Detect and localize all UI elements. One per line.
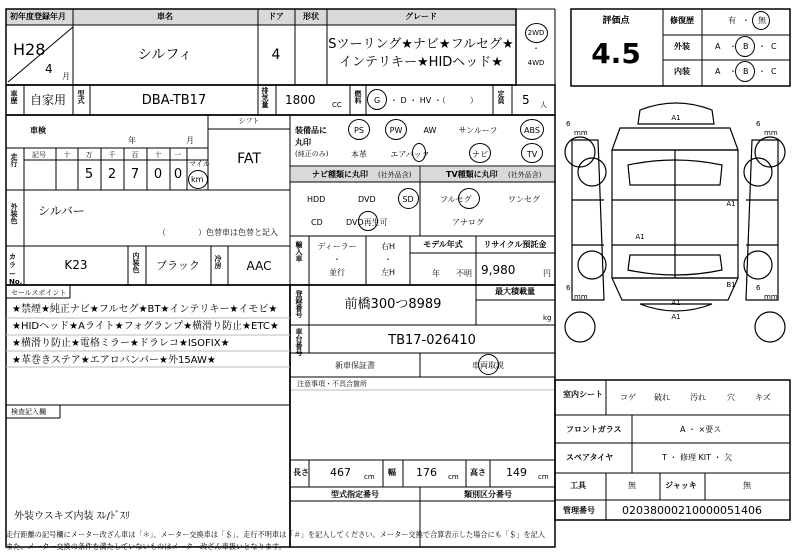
diagram-label-right: A1	[726, 200, 736, 208]
registration-label: 登録番号	[295, 290, 303, 318]
equip-aw: AW	[423, 126, 437, 135]
equip-airbag: エアバック	[390, 150, 430, 159]
grade-label: グレード	[405, 12, 437, 21]
digit-header-4: 百	[131, 151, 139, 159]
drive-dot: ・	[532, 44, 540, 53]
capacity-label: 定員	[497, 90, 505, 104]
equip-tv-circle	[521, 143, 543, 163]
import-dealer: ディーラー	[317, 242, 357, 251]
colorno-label: カラーNo.	[9, 253, 23, 287]
displacement-unit: CC	[332, 101, 342, 109]
equip-pw: PW	[389, 126, 403, 135]
inspector-label: 検査記入欄	[11, 408, 46, 416]
sales-points-label: セールスポイント	[11, 289, 67, 297]
diagram-label-rear: A1	[671, 299, 681, 307]
navi-cd: CD	[311, 218, 323, 227]
max-load-label: 最大積載量	[495, 287, 535, 296]
score-value: 4.5	[591, 37, 641, 70]
import-left-h: 左H	[380, 268, 396, 277]
color-value: シルバー	[38, 204, 85, 218]
recycle-value: 9,980	[481, 263, 516, 277]
tire-fr-unit: mm	[764, 129, 778, 137]
diagram-label-front: A1	[671, 114, 681, 122]
seat-opt-koge: コゲ	[620, 393, 636, 402]
recycle-unit: 円	[543, 269, 551, 278]
first-reg-month: 4	[45, 62, 53, 76]
shift-label: シフト	[238, 117, 260, 125]
equip-pw-circle	[385, 119, 407, 140]
car-name-label: 車名	[157, 12, 173, 21]
exterior-label: 外装	[674, 42, 690, 51]
import-parallel: 並行	[329, 268, 345, 277]
equip-leather: 本革	[351, 150, 367, 159]
tv-fullseg-circle	[458, 188, 480, 209]
navi-sd: SD	[402, 195, 414, 204]
length-label: 長さ	[293, 468, 309, 477]
interior-a: A	[715, 67, 721, 76]
seat-opt-kizu: キズ	[755, 393, 771, 402]
chassis-value: TB17-026410	[388, 333, 476, 348]
inspector-text: 外装ウスキズ内装 ｽﾚ/ﾄﾞｽﾘ	[14, 511, 131, 522]
ac-label: 冷房	[214, 255, 222, 269]
navi-dvd: DVD	[358, 195, 376, 204]
tv-types-sub: (社外品含)	[508, 171, 542, 179]
interior-c: C	[771, 67, 777, 76]
inspection-label: 車検	[30, 126, 46, 135]
model-year-unit: 年	[432, 269, 440, 278]
interior-b: B	[743, 67, 749, 76]
model-value: DBA-TB17	[141, 93, 207, 108]
footer-line-2: また、メーター交換の条件を満たしていないものはメーター改ざん車扱いとなります。	[6, 542, 286, 551]
caution-label: 注意事項・不具合箇所	[297, 380, 367, 388]
interior-seat-label: 室内シート	[563, 390, 603, 399]
manual-circle	[478, 354, 499, 375]
interior-color-value: ブラック	[156, 259, 200, 272]
first-reg-era: H28	[13, 40, 46, 59]
km-circle	[188, 170, 208, 189]
tire-fr-value: 6	[756, 120, 761, 128]
length-unit: cm	[364, 473, 375, 481]
windshield-label: フロントガラス	[566, 425, 622, 434]
equip-abs: ABS	[524, 126, 540, 135]
equip-airbag-circle	[412, 143, 426, 162]
diagram-label-bumper: A1	[671, 313, 681, 321]
import-dot2: ・	[384, 255, 392, 264]
drive-2wd: 2WD	[527, 29, 545, 37]
fuel-label: 燃料	[354, 90, 362, 104]
exterior-b-circle	[735, 36, 755, 57]
registration-value: 前橋300つ8989	[344, 297, 442, 312]
spare-value: T ・ 修理 KIT ・ 欠	[662, 453, 733, 462]
chassis-label: 車台番号	[295, 328, 303, 356]
manual-label: 車両取説	[472, 361, 504, 370]
import-right-h: 右H	[380, 242, 396, 251]
interior-b-circle	[735, 61, 755, 82]
fuel-g-circle	[367, 89, 387, 110]
grade-line-1: Sツーリング★ナビ★フルセグ★	[328, 37, 514, 52]
color-label: 外装色	[10, 203, 18, 224]
km-label: km	[191, 175, 204, 184]
class-label: 類別区分番号	[464, 490, 512, 499]
ac-value: AAC	[246, 259, 272, 273]
shape-label: 形状	[303, 12, 319, 21]
repaint-note: （ ）色替車は色替と記入	[158, 228, 278, 237]
fuel-options: ・ D ・ HV ・（ ）	[390, 96, 478, 105]
interior-color-label: 内装色	[132, 252, 140, 273]
digit-header-5: 十	[154, 151, 162, 159]
sales-line-2: ★HIDヘッド★Aライト★フォグランプ★横滑り防止★ETC★	[12, 321, 279, 332]
max-load-unit: kg	[543, 314, 552, 322]
jack-label: ジャッキ	[665, 481, 697, 490]
model-label: 型式	[77, 90, 85, 104]
tire-rr-unit: mm	[764, 293, 778, 301]
repair-no-circle	[752, 11, 770, 30]
equip-ps: PS	[354, 126, 364, 135]
recycle-label: リサイクル預託金	[483, 240, 547, 249]
displacement-label: 排気量	[261, 87, 269, 108]
tools-value: 無	[628, 481, 636, 490]
tv-types-title: TV種類に丸印	[446, 170, 498, 179]
navi-types-title: ナビ種類に丸印	[312, 170, 368, 179]
exterior-sep2: ・	[758, 42, 766, 51]
shift-value: FAT	[237, 151, 261, 167]
mileage-digit-6: 0	[173, 167, 183, 182]
colorno-value: K23	[64, 258, 88, 272]
interior-sep1: ・	[729, 67, 737, 76]
import-dot1: ・	[333, 255, 341, 264]
seat-opt-yogore: 汚れ	[690, 393, 706, 402]
tv-analog: アナログ	[452, 218, 484, 227]
navi-types-sub: (社外品含)	[378, 171, 412, 179]
mgmt-label: 管理番号	[563, 506, 595, 515]
seat-opt-yabure: 破れ	[654, 393, 670, 402]
equip-navi: ナビ	[472, 150, 488, 159]
navi-dvd-play: DVD再生可	[346, 218, 388, 227]
spare-label: スペアタイヤ	[566, 453, 614, 462]
mgmt-value: 02038000210000051406	[622, 504, 762, 517]
doors-value: 4	[271, 47, 281, 63]
model-year-value: 不明	[456, 269, 472, 278]
diagram-label-b1: B1	[726, 281, 736, 289]
equip-tv: TV	[526, 150, 538, 159]
footer-line-1: 走行距離の記号欄にメーター改ざん車は「＊」、メーター交換車は「＄」、走行不明車は「＃」を記入してください。メーター交換で合算表示した場合にも「＄」を記入	[6, 530, 546, 539]
repair-no: 無	[758, 16, 766, 25]
type-spec-label: 型式指定番号	[331, 490, 379, 499]
tire-rr-value: 6	[756, 284, 761, 292]
mileage-label: 走行	[10, 153, 18, 167]
equip-navi-circle	[469, 143, 491, 163]
repair-yes: 有	[728, 16, 736, 25]
mileage-digit-3: 2	[107, 167, 117, 182]
length-value: 467	[330, 466, 351, 479]
tire-fl-unit: mm	[574, 129, 588, 137]
sales-line-3: ★横滑り防止★電格ミラー★ドラレコ★ISOFIX★	[12, 338, 230, 349]
equip-ps-circle	[348, 119, 370, 140]
car-name-value: シルフィ	[137, 47, 193, 63]
seat-opt-ana: 穴	[727, 393, 735, 402]
repair-sep: ・	[742, 16, 750, 25]
equip-abs-circle	[520, 119, 544, 140]
mileage-sub: 記号	[32, 151, 46, 159]
height-unit: cm	[538, 473, 549, 481]
door-label: ドア	[268, 12, 284, 21]
fuel-g: G	[374, 96, 381, 105]
mile-label: マイル	[189, 160, 210, 168]
tools-label: 工具	[570, 481, 586, 490]
windshield-value: A ・ ×要ス	[680, 425, 722, 434]
navi-hdd: HDD	[307, 195, 326, 204]
equipment-label-1: 装備品に	[295, 126, 327, 135]
mileage-digit-5: 0	[153, 167, 163, 182]
repair-label: 修復歴	[670, 16, 694, 25]
grade-line-2: インテリキー★HIDヘッド★	[339, 55, 503, 70]
capacity-unit: 人	[540, 101, 547, 109]
score-label: 評価点	[602, 16, 630, 26]
digit-header-3: 千	[108, 151, 116, 159]
interior-sep2: ・	[758, 67, 766, 76]
use-label: 車歴	[10, 90, 18, 104]
width-label: 幅	[388, 468, 396, 477]
digit-header-1: 十	[63, 151, 71, 159]
digit-header-2: 万	[85, 151, 93, 159]
tv-fullseg: フルセグ	[440, 195, 472, 204]
inspection-year-unit: 年	[128, 136, 136, 145]
displacement-value: 1800	[285, 93, 316, 107]
model-year-label: モデル年式	[423, 240, 463, 249]
exterior-c: C	[771, 42, 777, 51]
interior-label: 内装	[674, 67, 690, 76]
first-reg-month-unit: 月	[62, 72, 70, 81]
exterior-b: B	[743, 42, 749, 51]
tire-fl-value: 6	[566, 120, 571, 128]
navi-dvd-play-circle	[358, 211, 378, 231]
equipment-label-3: (純正のみ)	[295, 150, 329, 158]
navi-sd-circle	[398, 188, 419, 209]
width-unit: cm	[448, 473, 459, 481]
diagram-label-left: A1	[635, 233, 645, 241]
tire-rl-unit: mm	[574, 293, 588, 301]
import-label: 輸入車	[295, 241, 303, 262]
inspection-month-unit: 月	[186, 136, 194, 145]
mileage-digit-2: 5	[84, 167, 94, 182]
height-value: 149	[506, 466, 527, 479]
equip-sunroof: サンルーフ	[458, 126, 498, 135]
sales-line-4: ★革巻きステア★エアロバンパー★外15AW★	[12, 355, 216, 366]
sales-line-1: ★禁煙★純正ナビ★フルセグ★BT★インテリキー★イモビ★	[12, 304, 278, 315]
digit-header-6: 一	[174, 151, 182, 159]
warranty-label: 新車保証書	[335, 361, 375, 370]
exterior-a: A	[715, 42, 721, 51]
capacity-value: 5	[522, 93, 530, 107]
width-value: 176	[416, 466, 437, 479]
drive-2wd-circle	[525, 23, 548, 43]
tv-oneseg: ワンセグ	[508, 195, 540, 204]
mileage-digit-4: 7	[130, 167, 140, 182]
height-label: 高さ	[470, 468, 486, 477]
equipment-label-2: 丸印	[295, 138, 311, 147]
exterior-sep1: ・	[729, 42, 737, 51]
jack-value: 無	[743, 481, 751, 490]
drive-4wd: 4WD	[527, 59, 545, 67]
tire-rl-value: 6	[566, 284, 571, 292]
use-value: 自家用	[30, 93, 67, 107]
first-reg-label: 初年度登録年月	[10, 12, 66, 21]
